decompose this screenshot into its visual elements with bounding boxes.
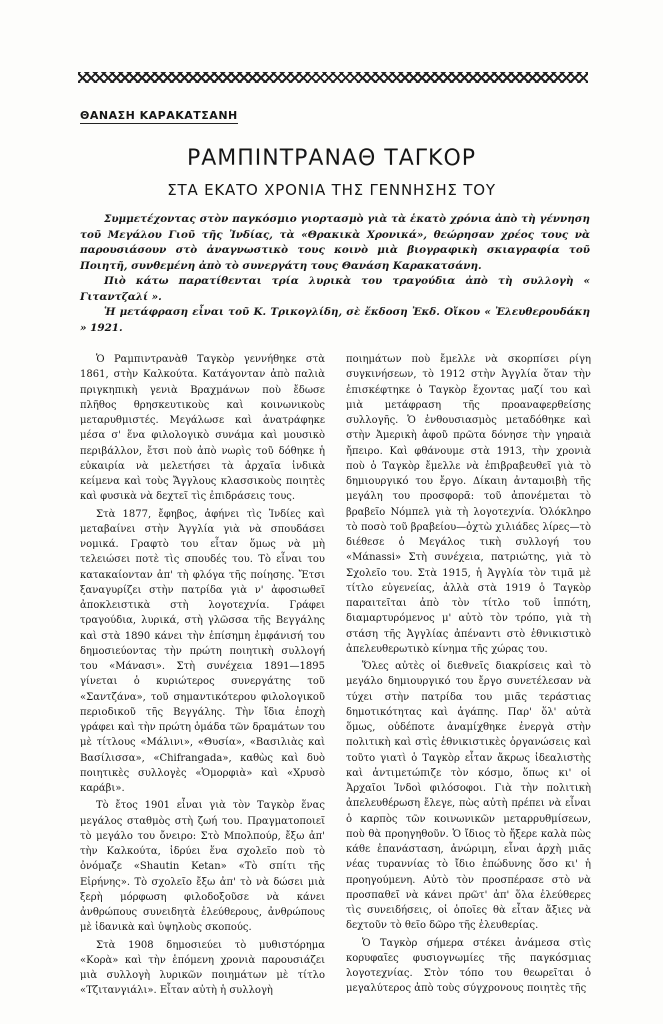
intro-paragraph: Συμμετέχοντας στὸν παγκόσμιο γιορτασμὸ γιὰ τὰ ἑκατὸ χρόνια ἀπὸ τὴ γέννηση τοῦ Μεγάλου Γιοῦ τῆς Ἰνδίας, τὰ «Θρακικὰ Χρονικά», θεώρησαν χρέος τους νὰ παρουσιάσουν στὸ ἀναγνωστικὸ τους κοινὸ μιὰ βιογραφικὴ σκιαγραφία τοῦ Ποιητῆ, συνθεμένη ἀπὸ τὸ συνεργάτη τους Θανάση Καρακατσάνη. xyxy=(80,213,590,272)
paragraph: Ὁ Ταγκὸρ σήμερα στέκει ἀνάμεσα στὶς κορυφαῖες φυσιογνωμίες τῆς παγκόσμιας λογοτεχνίας. Στὸν τόπο του θεωρεῖται ὁ μεγαλύτερος ἀπὸ τοὺς σύγχρονους ποιητὲς τῆς xyxy=(346,937,591,995)
intro-paragraph: Ἡ μετάφραση εἶναι τοῦ Κ. Τρικογλίδη, σὲ ἔκδοση Ἐκδ. Οἴκου « Ἐλευθερουδάκη » 1921. xyxy=(80,306,590,334)
right-column xyxy=(346,352,591,997)
decorative-border xyxy=(78,72,588,83)
intro-block xyxy=(80,212,590,336)
author-name: ΘΑΝΑΣΗ ΚΑΡΑΚΑΤΣΑΝΗ xyxy=(80,109,238,122)
article-title: ΡΑΜΠΙΝΤΡΑΝΑΘ ΤΑΓΚΟΡ xyxy=(186,146,477,171)
paragraph: Ὅλες αὐτὲς οἱ διεθνεῖς διακρίσεις καὶ τὸ μεγάλο δημιουργικό του ἔργο συνετέλεσαν νὰ τύχει στὴν πατρίδα του μιᾶς τεράστιας δημοτικότητας καὶ ἀγάπης. Παρ' ὅλ' αὐτὰ ὅμως, οὐδέποτε ἀναμίχθηκε ἐνεργὰ στὴν πολιτικὴ καὶ στὶς ἐθνικιστικὲς ὀργανώσεις καὶ τοῦτο γιατὶ ὁ Ταγκὸρ εἶταν ἄκρως ἰδεαλιστὴς καὶ ἀντιμετώπιζε τὸν κόσμο, ὅπως κι' οἱ Ἀρχαῖοι Ἰνδοὶ φιλόσοφοι. Γιὰ τὴν πολιτικὴ ἀπελευθέρωση ἔλεγε, πὼς αὐτὴ πρέπει νὰ εἶναι ὁ καρπὸς τῶν κοινωνικῶν μεταρρυθμίσεων, ποὺ θὰ προηγηθοῦν. Ὁ ἴδιος τὸ ἤξερε καλὰ πὼς κάθε ἐπανάσταση, ἀνώριμη, εἶναι ἀρχὴ μιᾶς νέας τυραννίας τὸ ἴδιο ἐπώδυνης ὅσο κι' ἡ προηγούμενη. Αὐτὸ τὸν προσπέρασε στὸ νὰ προσπαθεῖ νὰ κάνει πρῶτ' ἀπ' ὅλα ἐλεύθερες τὶς συνειδήσεις, οἱ ὁποῖες θὰ εἶταν ἄξιες νὰ δεχτοῦν τὸ θεῖο δῶρο τῆς ἐλευθερίας. xyxy=(346,661,591,932)
intro-paragraph: Πιὸ κάτω παρατίθενται τρία λυρικὰ του τραγούδια ἀπὸ τὴ συλλογὴ « Γιταντζαλί ». xyxy=(80,275,590,303)
paragraph: Τὸ ἔτος 1901 εἶναι γιὰ τὸν Ταγκὸρ ἕνας μεγάλος σταθμὸς στὴ ζωή του. Πραγματοποιεῖ τὸ μεγάλο του ὄνειρο: Στὸ Μπολπούρ, ἔξω ἀπ' τὴν Καλκούτα, ἱδρύει ἕνα σχολεῖο ποὺ τὸ ὀνόμαζε «Shautin Ketan» «Τὸ σπίτι τῆς Εἰρήνης». Τὸ σχολεῖο ἔξω ἀπ' τὸ νὰ δώσει μιὰ ξερὴ μόρφωση φιλοδοξοῦσε νὰ κάνει ἀνθρώπους συνειδητὰ ἐλεύθερους, ἀνθρώπους μὲ ἰδανικὰ καὶ ὑψηλοὺς σκοπούς. xyxy=(80,800,325,934)
paragraph: ποιημάτων ποὺ ἔμελλε νὰ σκορπίσει ρίγη συγκινήσεων, τὸ 1912 στὴν Ἀγγλία ὅταν τὴν ἐπισκέφτηκε ὁ Ταγκὸρ ἔχοντας μαζί του καὶ μιὰ μετάφραση τῆς προαναφερθείσης συλλογῆς. Ὁ ἐνθουσιασμὸς μεταδόθηκε καὶ στὴν Ἀμερικὴ ἀφοῦ πρῶτα δόνησε τὴν γηραιὰ ἤπειρο. Καὶ φθάνουμε στὰ 1913, τὴν χρονιὰ ποὺ ὁ Ταγκὸρ ἔμελλε νὰ ἐπιβραβευθεῖ γιὰ τὸ δημιουργικό του ἔργο. Δίκαιη ἀνταμοιβὴ τῆς μεγάλη του προσφορᾶ: τοῦ ἀπονέμεται τὸ βραβεῖο Νόμπελ γιὰ τὴ λογοτεχνία. Ὁλόκληρο τὸ ποσὸ τοῦ βραβείου—ὀχτὼ χιλιάδες λίρες—τὸ διέθεσε ὁ Μεγάλος τικὴ συλλογή του «Μάnassi» Στὴ συνέχεια, πατριώτης, γιὰ τὸ Σχολεῖο του. Στὰ 1915, ἡ Ἀγγλία τὸν τιμᾶ μὲ τίτλο εὐγενείας, ἀλλὰ στὰ 1919 ὁ Ταγκὸρ παραιτεῖται ἀπὸ τὸν τίτλο τοῦ ἱππότη, διαμαρτυρόμενος μ' αὐτὸ τὸν τρόπο, γιὰ τὴ στάση τῆς Ἀγγλίας ἀπέναντι στὸ ἐθνικιστικὸ ἀπελευθερωτικὸ κίνημα τῆς χώρας του. xyxy=(346,354,591,655)
paragraph: Ὁ Ραμπιντρανὰθ Ταγκὸρ γεννήθηκε στὰ 1861, στὴν Καλκούτα. Κατάγονταν ἀπὸ παλιὰ πριγκηπικὴ γενιὰ Βραχμάνων ποὺ ἔδωσε πλῆθος θρησκευτικοὺς καὶ κοινωνικοὺς μεταρυθμιστές. Μεγάλωσε καὶ ἀνατράφηκε μέσα σ' ἕνα φιλολογικὸ συνάμα καὶ μουσικὸ περιβάλλον, ἔτσι ποὺ ἀπὸ νωρὶς τοῦ δόθηκε ἡ εὐκαιρία νὰ μελετήσει τὰ ἀρχαῖα ἰνδικὰ κείμενα καὶ τοὺς Ἄγγλους κλασσικοὺς ποιητὲς καὶ φυσικὰ νὰ δεχτεῖ τὶς ἐπιδράσεις τους. xyxy=(80,354,325,503)
paragraph: Στὰ 1877, ἔφηβος, ἀφήνει τὶς Ἰνδίες καὶ μεταβαίνει στὴν Ἀγγλία γιὰ νὰ σπουδάσει νομικά. Γραφτὸ του εἶταν ὅμως νὰ μὴ τελειώσει ποτὲ τὶς σπουδές του. Τὸ εἶναι του κατακαίονταν ἀπ' τὴ φλόγα τῆς ποίησης. Ἔτσι ξαναγυρίζει στὴν πατρίδα γιὰ ν' ἀφοσιωθεῖ ἀποκλειστικὰ στὴ λογοτεχνία. Γράφει τραγούδια, λυρικά, στὴ γλῶσσα τῆς Βεγγάλης καὶ στὰ 1890 κάνει τὴν ἐπίσημη ἐμφάνισή του δημοσιεύοντας τὴν πρώτη ποιητικὴ συλλογή του «Μάνασι». Στὴ συνέχεια 1891—1895 γίνεται ὁ κυριώτερος συνεργάτης τοῦ «Σαντζάνα», τοῦ σημαντικότερου φιλολογικοῦ περιοδικοῦ τῆς Βεγγάλης. Τὴν ἴδια ἐποχὴ γράφει καὶ τὴν πρώτη ὁμάδα τῶν δραμάτων του μὲ τίτλους «Μάλινι», «Θυσία», «Βασιλιὰς καὶ Βασίλισσα», «Chifrangada», καθὼς καὶ δυὸ ποιητικὲς συλλογὲς «Ὁμορφιὰ» καὶ «Χρυσὸ καράβι». xyxy=(80,508,325,794)
paragraph: Στὰ 1908 δημοσιεύει τὸ μυθιστόρημα «Κορὰ» καὶ τὴν ἑπόμενη χρονιὰ παρουσιάζει μιὰ συλλογὴ λυρικῶν ποιημάτων μὲ τίτλο «Τζιτανγιάλι». Εἶταν αὐτὴ ἡ συλλογὴ xyxy=(80,939,325,997)
article-subtitle: ΣΤΑ ΕΚΑΤΟ ΧΡΟΝΙΑ ΤΗΣ ΓΕΝΝΗΣΗΣ ΤΟΥ xyxy=(167,181,496,199)
left-column xyxy=(80,352,325,999)
